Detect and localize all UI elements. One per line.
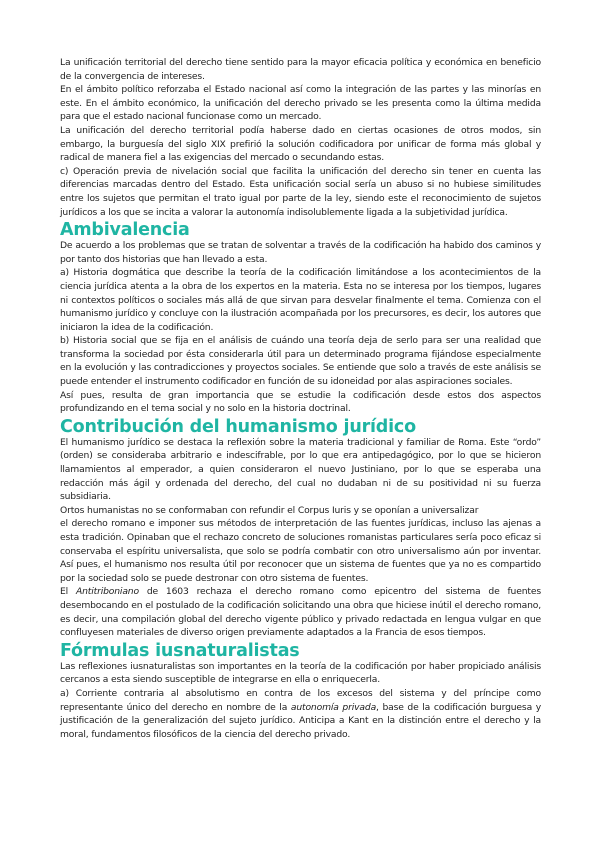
heading-iusnaturalistas: Fórmulas iusnaturalistas: [60, 640, 300, 661]
iusnaturalistas-paragraph-2: [60, 687, 541, 741]
ambivalencia-paragraph-2: a) Historia dogmática que describe la teoría de la codificación limitándose a los acontecimientos de la ciencia jurídica atenta a la obra de los expertos en la materia. Esta no se interesa por los tiempos, lugares ni contextos políticos o sociales más allá de que sirvan para desvelar finalmente el tema. Comienza con el humanismo jurídico y concluye con la ilustración acompañada por los precursores, es decir, los autores que iniciaron la idea de la codificación.: [60, 267, 541, 333]
humanismo-paragraph-3: el derecho romano e imponer sus métodos de interpretación de las fuentes jurídicas, incluso las ajenas a esta tradición. Opinaban que el rechazo concreto de soluciones romanistas particulares sería poco eficaz si conservaba el espíritu universalista, que solo se podría combatir con otro universalismo aún por inventar. Así pues, el humanismo nos resulta útil por reconocer que un sistema de fuentes que ya no es compartido por la sociedad solo se puede destronar con otro sistema de fuentes.: [60, 518, 541, 584]
ambivalencia-paragraph-1: De acuerdo a los problemas que se tratan de solventar a través de la codificación ha habido dos caminos y por tanto dos historias que han llevado a esta.: [60, 240, 541, 265]
humanismo-paragraph-1: El humanismo jurídico se destaca la reflexión sobre la materia tradicional y familiar de Roma. Este “ordo” (orden) se consideraba arbitrario e indescifrable, por lo que era antipedagógico, por lo que se hicieron llamamientos al emperador, a quien consideraron el nuevo Justiniano, por lo que se esperaba una redacción más ágil y ordenada del derecho, del cual no dudaban ni de su positividad ni su fuerza subsidiaria.: [60, 436, 541, 503]
intro-paragraph-4: c) Operación previa de nivelación social que facilita la unificación del derecho sin tener en cuenta las diferencias marcadas dentro del Estado. Esta unificación social sería un abuso si no hubiese similitudes entre los sujetos que permitan el trato igual por parte de la ley, siendo este el reconocimiento de sujetos jurídicos a los que se incita a valorar la autonomía indisolublemente ligada a la subjetividad jurídica.: [60, 165, 541, 218]
heading-humanismo: Contribución del humanismo jurídico: [60, 416, 416, 437]
heading-ambivalencia: Ambivalencia: [60, 220, 190, 241]
iusnaturalistas-paragraph-1: Las reflexiones iusnaturalistas son importantes en la teoría de la codificación por haber propiciado análisis cercanos a esta siendo susceptible de integrarse en ella o enriquecerla.: [60, 660, 541, 686]
humanismo-p4-prefix: El: [60, 586, 76, 598]
humanismo-paragraph-2: Ortos humanistas no se conformaban con refundir el Corpus Iuris y se oponían a universalizar: [60, 504, 479, 516]
antitriboniano-title: Antitriboniano: [75, 586, 139, 598]
intro-paragraph-2: En el ámbito político reforzaba el Estado nacional así como la integración de las partes y las minorías en este. En el ámbito económico, la unificación del derecho privado se les presenta como la última medida para que el estado nacional funcionase como un mercado.: [60, 84, 541, 123]
intro-paragraph-1: La unificación territorial del derecho tiene sentido para la mayor eficacia política y económica en beneficio de la convergencia de intereses.: [60, 57, 541, 82]
iusnaturalistas-p2-rest: , base de la codificación burguesa y justificación de la generalización del sujeto jurídico. Anticipa a Kant en la distinción entre el derecho y la moral, fundamentos filosóficos de la ciencia del derecho privado.: [60, 701, 541, 740]
iusnaturalistas-p2-prefix: a) Corriente contraria al absolutismo en contra de los excesos del sistema y del príncipe como representante único del derecho en nombre de la: [60, 687, 541, 713]
intro-paragraph-3: La unificación del derecho territorial podía haberse dado en ciertas ocasiones de otros modos, sin embargo, la burguesía del siglo XIX prefirió la solución codificadora por unificar de forma más global y radical de manera fiel a las exigencias del mercado o secundando estas.: [60, 124, 541, 164]
humanismo-p4-rest: de 1603 rechaza el derecho romano como epicentro del sistema de fuentes desembocando en el postulado de la codificación solicitando una obra que hiciese inútil el derecho romano, es decir, una compilación global del derecho vigente público y privado redactada en lengua vulgar en que confluyesen materiales de diverso origen previamente adaptados a la Francia de esos tiempos.: [60, 586, 542, 639]
ambivalencia-paragraph-3: b) Historia social que se fija en el análisis de cuándo una teoría deja de serlo para ser una realidad que transforma la sociedad por ésta considerarla útil para un determinado programa fijándose especialmente en la evolución y las contradicciones y proyectos sociales. Se entiende que solo a través de este análisis se puede entender el instrumento codificador en función de su idoneidad por alas aspiraciones sociales.: [60, 335, 541, 388]
autonomia-privada-term: autonomía privada: [290, 701, 377, 713]
humanismo-paragraph-4: [60, 585, 541, 639]
ambivalencia-paragraph-4: Así pues, resulta de gran importancia que se estudie la codificación desde estos dos aspectos profundizando en el tema social y no solo en la historia doctrinal.: [60, 389, 541, 415]
document-page: [60, 56, 541, 741]
